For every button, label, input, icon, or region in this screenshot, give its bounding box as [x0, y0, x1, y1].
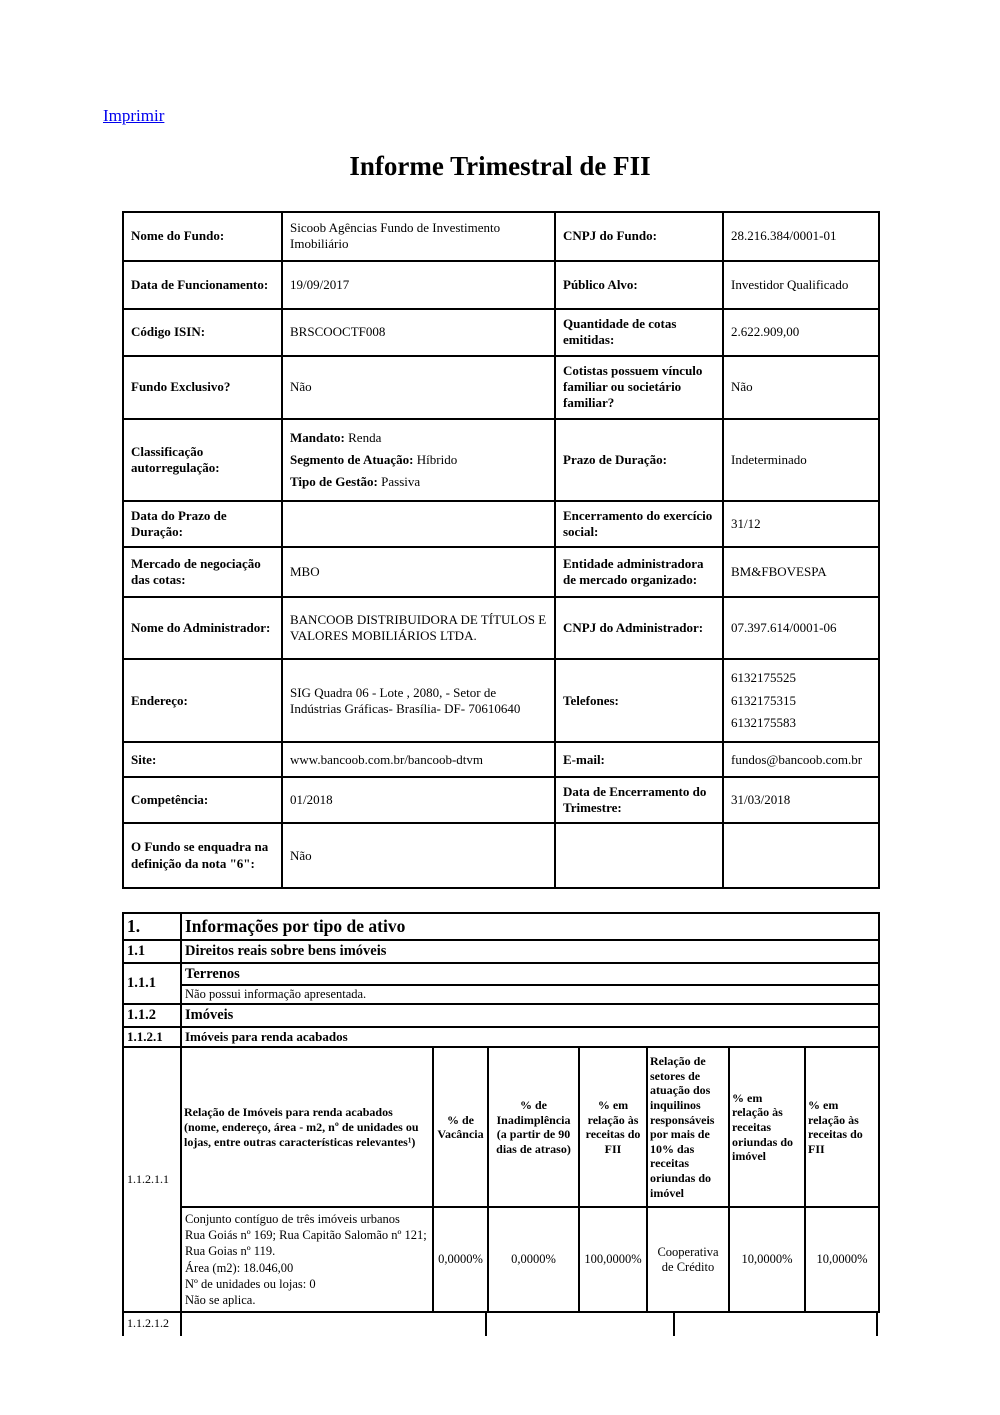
table-row — [123, 356, 879, 419]
site-label: Site: — [123, 742, 282, 777]
table-row — [123, 823, 879, 888]
tipo-gestao-value: Passiva — [381, 474, 421, 490]
telefones-value — [723, 659, 879, 742]
col-header-setores: Relação de setores de atuação dos inquilinos responsáveis por mais de 10% das receitas oriundas do imóvel — [647, 1047, 729, 1207]
descricao-line: Rua Goiás nº 169; Rua Capitão Salomão nº 121; Rua Goias nº 119. — [185, 1228, 427, 1259]
data-prazo-value — [282, 501, 555, 547]
entidade-adm-value: BM&FBOVESPA — [723, 547, 879, 597]
descricao-line: Não se aplica. — [185, 1293, 256, 1308]
col-header-receitas-imovel: % em relação às receitas oriundas do imóvel — [729, 1047, 805, 1207]
receitas-fii-value: 100,0000% — [579, 1207, 647, 1312]
setores-value: Cooperativa de Crédito — [647, 1207, 729, 1312]
table-row — [123, 419, 879, 502]
section-row-1-1-2-1 — [123, 1027, 879, 1047]
table-row — [123, 742, 879, 777]
nome-administrador-label: Nome do Administrador: — [123, 597, 282, 659]
print-link[interactable]: Imprimir — [103, 106, 165, 125]
data-funcionamento-label: Data de Funcionamento: — [123, 261, 282, 309]
data-funcionamento-value: 19/09/2017 — [282, 261, 555, 309]
nome-do-fundo-value: Sicoob Agências Fundo de Investimento Imobiliário — [282, 212, 555, 261]
col-header-vacancia: % de Vacância — [433, 1047, 488, 1207]
email-value: fundos@bancoob.com.br — [723, 742, 879, 777]
section-note-row — [123, 985, 879, 1004]
nome-administrador-value: BANCOOB DISTRIBUIDORA DE TÍTULOS E VALORES MOBILIÁRIOS LTDA. — [282, 597, 555, 659]
section-title: Imóveis para renda acabados — [181, 1027, 879, 1047]
nota6-label: O Fundo se enquadra na definição da nota "6": — [123, 823, 282, 888]
mandato-label: Mandato: — [290, 429, 345, 445]
descricao-line: Conjunto contíguo de três imóveis urbanos — [185, 1211, 400, 1226]
table-row — [123, 547, 879, 597]
nota6-value: Não — [282, 823, 555, 888]
encerramento-social-label: Encerramento do exercício social: — [555, 501, 723, 547]
cnpj-do-fundo-label: CNPJ do Fundo: — [555, 212, 723, 261]
cotistas-vinculo-value: Não — [723, 356, 879, 419]
publico-alvo-value: Investidor Qualificado — [723, 261, 879, 309]
tipo-gestao-label: Tipo de Gestão: — [290, 474, 378, 490]
section-title: Terrenos — [181, 963, 879, 985]
receitas-fii-2-value: 10,0000% — [805, 1207, 879, 1312]
section-row-1-1 — [123, 940, 879, 963]
fund-info-table — [122, 211, 880, 890]
table-row — [123, 597, 879, 659]
mandato-value: Renda — [348, 429, 382, 445]
section-row-1-1-2-1-2 — [122, 1313, 878, 1336]
mercado-negociacao-label: Mercado de negociação das cotas: — [123, 547, 282, 597]
table-row — [123, 659, 879, 742]
encerramento-trimestre-label: Data de Encerramento do Trimestre: — [555, 777, 723, 823]
site-value: www.bancoob.com.br/bancoob-dtvm — [282, 742, 555, 777]
qtd-cotas-value: 2.622.909,00 — [723, 309, 879, 356]
page-title: Informe Trimestral de FII — [349, 151, 651, 181]
asset-info-table — [122, 912, 880, 1313]
vacancia-value: 0,0000% — [433, 1207, 488, 1312]
empty-cell — [555, 823, 723, 888]
mercado-negociacao-value: MBO — [282, 547, 555, 597]
section-title: Direitos reais sobre bens imóveis — [181, 940, 879, 963]
telefones-label: Telefones: — [555, 659, 723, 742]
nome-do-fundo-label: Nome do Fundo: — [123, 212, 282, 261]
email-label: E-mail: — [555, 742, 723, 777]
section-row-1-1-1 — [123, 963, 879, 985]
table-row — [123, 261, 879, 309]
table-row — [123, 309, 879, 356]
data-prazo-label: Data do Prazo de Duração: — [123, 501, 282, 547]
encerramento-trimestre-value: 31/03/2018 — [723, 777, 879, 823]
cnpj-administrador-value: 07.397.614/0001-06 — [723, 597, 879, 659]
fundo-exclusivo-label: Fundo Exclusivo? — [123, 356, 282, 419]
qtd-cotas-label: Quantidade de cotas emitidas: — [555, 309, 723, 356]
endereco-label: Endereço: — [123, 659, 282, 742]
descricao-line: Nº de unidades ou lojas: 0 — [185, 1276, 316, 1291]
segmento-line — [290, 452, 550, 468]
section-number: 1.1.2.1 — [123, 1027, 181, 1047]
cotistas-vinculo-label: Cotistas possuem vínculo familiar ou societário familiar? — [555, 356, 723, 419]
classificacao-label: Classificação autorregulação: — [123, 419, 282, 502]
section-row-1 — [123, 913, 879, 940]
col-header-relacao-imoveis: Relação de Imóveis para renda acabados (nome, endereço, área - m2, nº de unidades ou lojas, entre outras características relevantes¹) — [181, 1047, 433, 1207]
table-row — [123, 501, 879, 547]
section-number: 1.1.2.1.1 — [123, 1047, 181, 1312]
cnpj-do-fundo-value: 28.216.384/0001-01 — [723, 212, 879, 261]
classificacao-value — [282, 419, 555, 502]
section-number: 1.1 — [123, 940, 181, 963]
fundo-exclusivo-value: Não — [282, 356, 555, 419]
section-title: Imóveis — [181, 1004, 879, 1027]
renda-acabados-header-row — [123, 1047, 879, 1207]
imovel-descricao — [181, 1207, 433, 1312]
entidade-adm-label: Entidade administradora de mercado organizado: — [555, 547, 723, 597]
encerramento-social-value: 31/12 — [723, 501, 879, 547]
telefone-2: 6132175315 — [731, 692, 796, 708]
section-title: Informações por tipo de ativo — [181, 913, 879, 940]
segmento-value: Híbrido — [416, 451, 458, 467]
empty-cell — [673, 1313, 878, 1336]
receitas-imovel-value: 10,0000% — [729, 1207, 805, 1312]
prazo-duracao-value: Indeterminado — [723, 419, 879, 502]
empty-cell — [485, 1313, 673, 1336]
col-header-inadimplencia: % de Inadimplência (a partir de 90 dias de atraso) — [488, 1047, 579, 1207]
prazo-duracao-label: Prazo de Duração: — [555, 419, 723, 502]
empty-cell — [180, 1313, 485, 1336]
inadimplencia-value: 0,0000% — [488, 1207, 579, 1312]
competencia-value: 01/2018 — [282, 777, 555, 823]
segmento-label: Segmento de Atuação: — [290, 451, 414, 467]
mandato-line — [290, 430, 550, 446]
table-row — [123, 777, 879, 823]
section-number: 1.1.1 — [123, 963, 181, 1004]
empty-cell — [723, 823, 879, 888]
competencia-label: Competência: — [123, 777, 282, 823]
renda-acabados-data-row — [123, 1207, 879, 1312]
descricao-line: Área (m2): 18.046,00 — [185, 1260, 294, 1275]
section-number: 1.1.2.1.2 — [122, 1313, 180, 1336]
section-row-1-1-2 — [123, 1004, 879, 1027]
codigo-isin-label: Código ISIN: — [123, 309, 282, 356]
endereco-value: SIG Quadra 06 - Lote , 2080, - Setor de Indústrias Gráficas- Brasília- DF- 70610640 — [282, 659, 555, 742]
col-header-receitas-fii-2: % em relação às receitas do FII — [805, 1047, 879, 1207]
publico-alvo-label: Público Alvo: — [555, 261, 723, 309]
codigo-isin-value: BRSCOOCTF008 — [282, 309, 555, 356]
section-number: 1.1.2 — [123, 1004, 181, 1027]
telefone-1: 6132175525 — [731, 670, 796, 686]
col-header-receitas-fii: % em relação às receitas do FII — [579, 1047, 647, 1207]
cnpj-administrador-label: CNPJ do Administrador: — [555, 597, 723, 659]
no-information-note: Não possui informação apresentada. — [181, 985, 879, 1004]
telefone-3: 6132175583 — [731, 714, 796, 730]
section-number: 1. — [123, 913, 181, 940]
table-row — [123, 212, 879, 261]
tipo-gestao-line — [290, 474, 550, 490]
